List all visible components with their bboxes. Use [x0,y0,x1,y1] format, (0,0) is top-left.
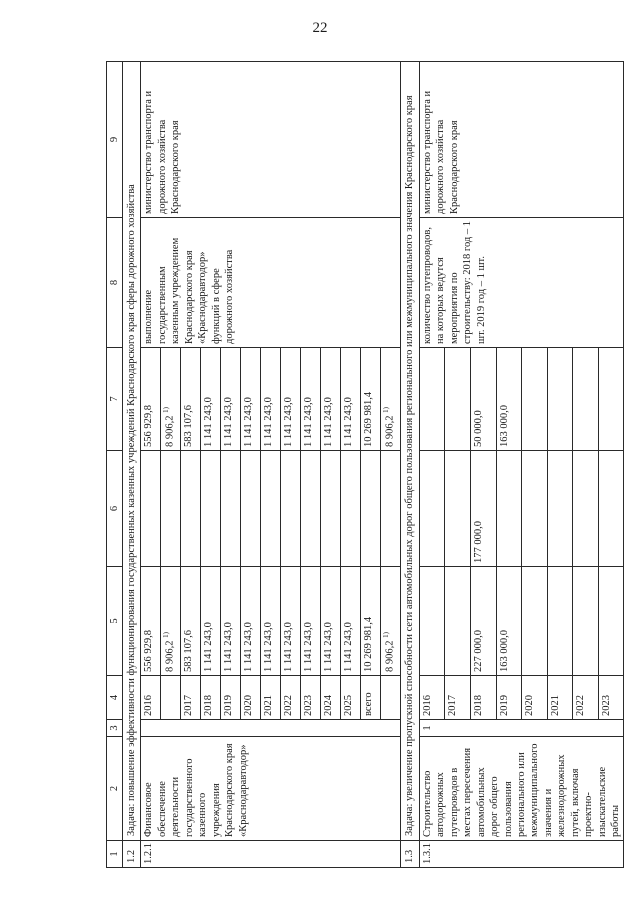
total-cell [161,567,181,676]
column-number-row [107,62,123,868]
year-cell: 2024 [321,676,341,720]
regional-cell [221,348,241,451]
federal-cell [341,451,361,567]
federal-cell [281,451,301,567]
total-cell [281,567,301,676]
header-cell: 5 [107,567,123,676]
total-cell [341,567,361,676]
total-cell-value: 1 141 243,0 [323,622,335,672]
regional-cell-value: 1 141 243,0 [243,397,255,447]
footnote-mark: 1) [162,632,171,638]
federal-cell [221,451,241,567]
regional-cell [321,348,341,451]
federal-cell [301,451,321,567]
footnote-mark: 1) [162,407,171,413]
year-cell: всего [361,676,381,720]
regional-cell-value: 8 906,2 [384,415,396,447]
table-row [419,62,445,868]
rotated-table-area [106,62,621,868]
year-cell: 2020 [522,676,548,720]
result-cell: количество путепроводов, на которых ведутся мероприятия по строительству: 2018 год – 1 шт. 2019 год – 1 шт. [419,218,624,348]
federal-cell [445,451,471,567]
total-cell [321,567,341,676]
total-cell [261,567,281,676]
table-body [107,62,624,868]
task-number: 1.2 [123,841,141,868]
task-number: 1.3 [401,841,419,868]
total-cell [181,567,201,676]
regional-cell [141,348,161,451]
regional-cell-value: 8 906,2 [164,415,176,447]
regional-cell-value: 1 141 243,0 [263,397,275,447]
year-cell: 2022 [573,676,599,720]
year-cell: 2022 [281,676,301,720]
total-cell [141,567,161,676]
regional-cell-value: 1 141 243,0 [303,397,315,447]
item-number: 1.2.1 [141,841,401,868]
regional-cell [419,348,445,451]
task-text: Задача: увеличение пропускной способности сети автомобильных дорог общего пользования регионального или межмуниципального значения Краснодарского края [401,62,419,841]
federal-cell [419,451,445,567]
regional-cell [361,348,381,451]
total-cell-value: 163 000,0 [498,630,510,672]
total-cell-value: 1 141 243,0 [263,622,275,672]
total-cell-value: 10 269 981,4 [363,616,375,672]
federal-cell [181,451,201,567]
federal-cell [201,451,221,567]
federal-cell [573,451,599,567]
year-cell [161,676,181,720]
regional-cell-value: 583 107,6 [183,405,195,447]
total-cell-value: 8 906,2 [384,640,396,672]
federal-cell [141,451,161,567]
total-cell [547,567,573,676]
year-cell: 2021 [261,676,281,720]
total-cell [445,567,471,676]
header-cell: 8 [107,218,123,348]
total-cell [301,567,321,676]
item-col3: 1 [419,720,624,737]
federal-cell [241,451,261,567]
header-cell: 7 [107,348,123,451]
federal-cell [161,451,181,567]
task-row [123,62,141,868]
total-cell [419,567,445,676]
total-cell-value: 1 141 243,0 [303,622,315,672]
federal-cell-value: 177 000,0 [473,521,484,563]
year-cell: 2018 [471,676,497,720]
regional-cell-value: 1 141 243,0 [343,397,355,447]
item-number: 1.3.1 [419,841,624,868]
total-cell-value: 8 906,2 [164,640,176,672]
total-cell-value: 1 141 243,0 [223,622,235,672]
item-col3 [141,720,401,737]
regional-cell-value: 10 269 981,4 [363,391,375,447]
total-cell [573,567,599,676]
regional-cell [573,348,599,451]
task-row [401,62,419,868]
result-cell: выполнение государственным казенным учреждением Краснодарского края «Краснодаравтодор» функций в сфере дорожного хозяйства [141,218,401,348]
regional-cell [181,348,201,451]
year-cell: 2025 [341,676,361,720]
header-cell: 6 [107,451,123,567]
total-cell-value: 1 141 243,0 [283,622,295,672]
year-cell: 2019 [496,676,522,720]
regional-cell-value: 1 141 243,0 [223,397,235,447]
year-cell: 2018 [201,676,221,720]
header-cell: 4 [107,676,123,720]
federal-cell [471,451,497,567]
year-cell: 2021 [547,676,573,720]
regional-cell [381,348,401,451]
year-cell: 2017 [445,676,471,720]
regional-cell-value: 50 000,0 [473,410,484,447]
federal-cell [321,451,341,567]
regional-cell [261,348,281,451]
regional-cell-value: 163 000,0 [498,405,510,447]
total-cell [471,567,497,676]
footnote-mark: 1) [382,632,391,638]
regional-cell [522,348,548,451]
executor-cell: министерство транспорта и дорожного хозяйства Краснодарского края [141,62,401,218]
regional-cell [445,348,471,451]
header-cell: 2 [107,737,123,841]
total-cell [496,567,522,676]
regional-cell-value: 556 929,8 [143,405,155,447]
item-name: Финансовое обеспечение деятельности государственного казенного учреждения Краснодарского края «Краснодаравтодор» [141,737,401,841]
total-cell [522,567,548,676]
year-cell: 2023 [598,676,624,720]
regional-cell [281,348,301,451]
header-cell: 9 [107,62,123,218]
executor-cell: министерство транспорта и дорожного хозяйства Краснодарского края [419,62,624,218]
total-cell [221,567,241,676]
year-cell: 2017 [181,676,201,720]
regional-cell [241,348,261,451]
task-text: Задача: повышение эффективности функционирования государственных казенных учреждений Краснодарского края сферы дорожного хозяйства [123,62,141,841]
year-cell: 2016 [141,676,161,720]
federal-cell [496,451,522,567]
footnote-mark: 1) [382,407,391,413]
total-cell-value: 583 107,6 [183,630,195,672]
header-cell: 3 [107,720,123,737]
federal-cell [381,451,401,567]
total-cell [241,567,261,676]
regional-cell-value: 1 141 243,0 [323,397,335,447]
total-cell-value: 227 000,0 [473,630,484,672]
regional-cell-value: 1 141 243,0 [203,397,215,447]
federal-cell [261,451,281,567]
year-cell: 2023 [301,676,321,720]
total-cell [361,567,381,676]
federal-cell [361,451,381,567]
regional-cell [201,348,221,451]
total-cell-value: 1 141 243,0 [203,622,215,672]
regional-cell [496,348,522,451]
table-row [141,62,161,868]
year-cell [381,676,401,720]
total-cell [201,567,221,676]
year-cell: 2020 [241,676,261,720]
regional-cell [547,348,573,451]
regional-cell [471,348,497,451]
total-cell [598,567,624,676]
regional-cell-value: 1 141 243,0 [283,397,295,447]
page-number: 22 [312,20,328,36]
program-table [106,61,624,868]
total-cell [381,567,401,676]
year-cell: 2016 [419,676,445,720]
regional-cell [341,348,361,451]
federal-cell [598,451,624,567]
federal-cell [547,451,573,567]
header-cell: 1 [107,841,123,868]
total-cell-value: 1 141 243,0 [243,622,255,672]
regional-cell [301,348,321,451]
regional-cell [598,348,624,451]
year-cell: 2019 [221,676,241,720]
total-cell-value: 1 141 243,0 [343,622,355,672]
federal-cell [522,451,548,567]
total-cell-value: 556 929,8 [143,630,155,672]
regional-cell [161,348,181,451]
item-name: Строительство автодорожных путепроводов в местах пересечения автомобильных дорог общего пользования регионального или межмуниципального значения и железнодорожных путей, включая проектно-изыскательские работы [419,737,624,841]
